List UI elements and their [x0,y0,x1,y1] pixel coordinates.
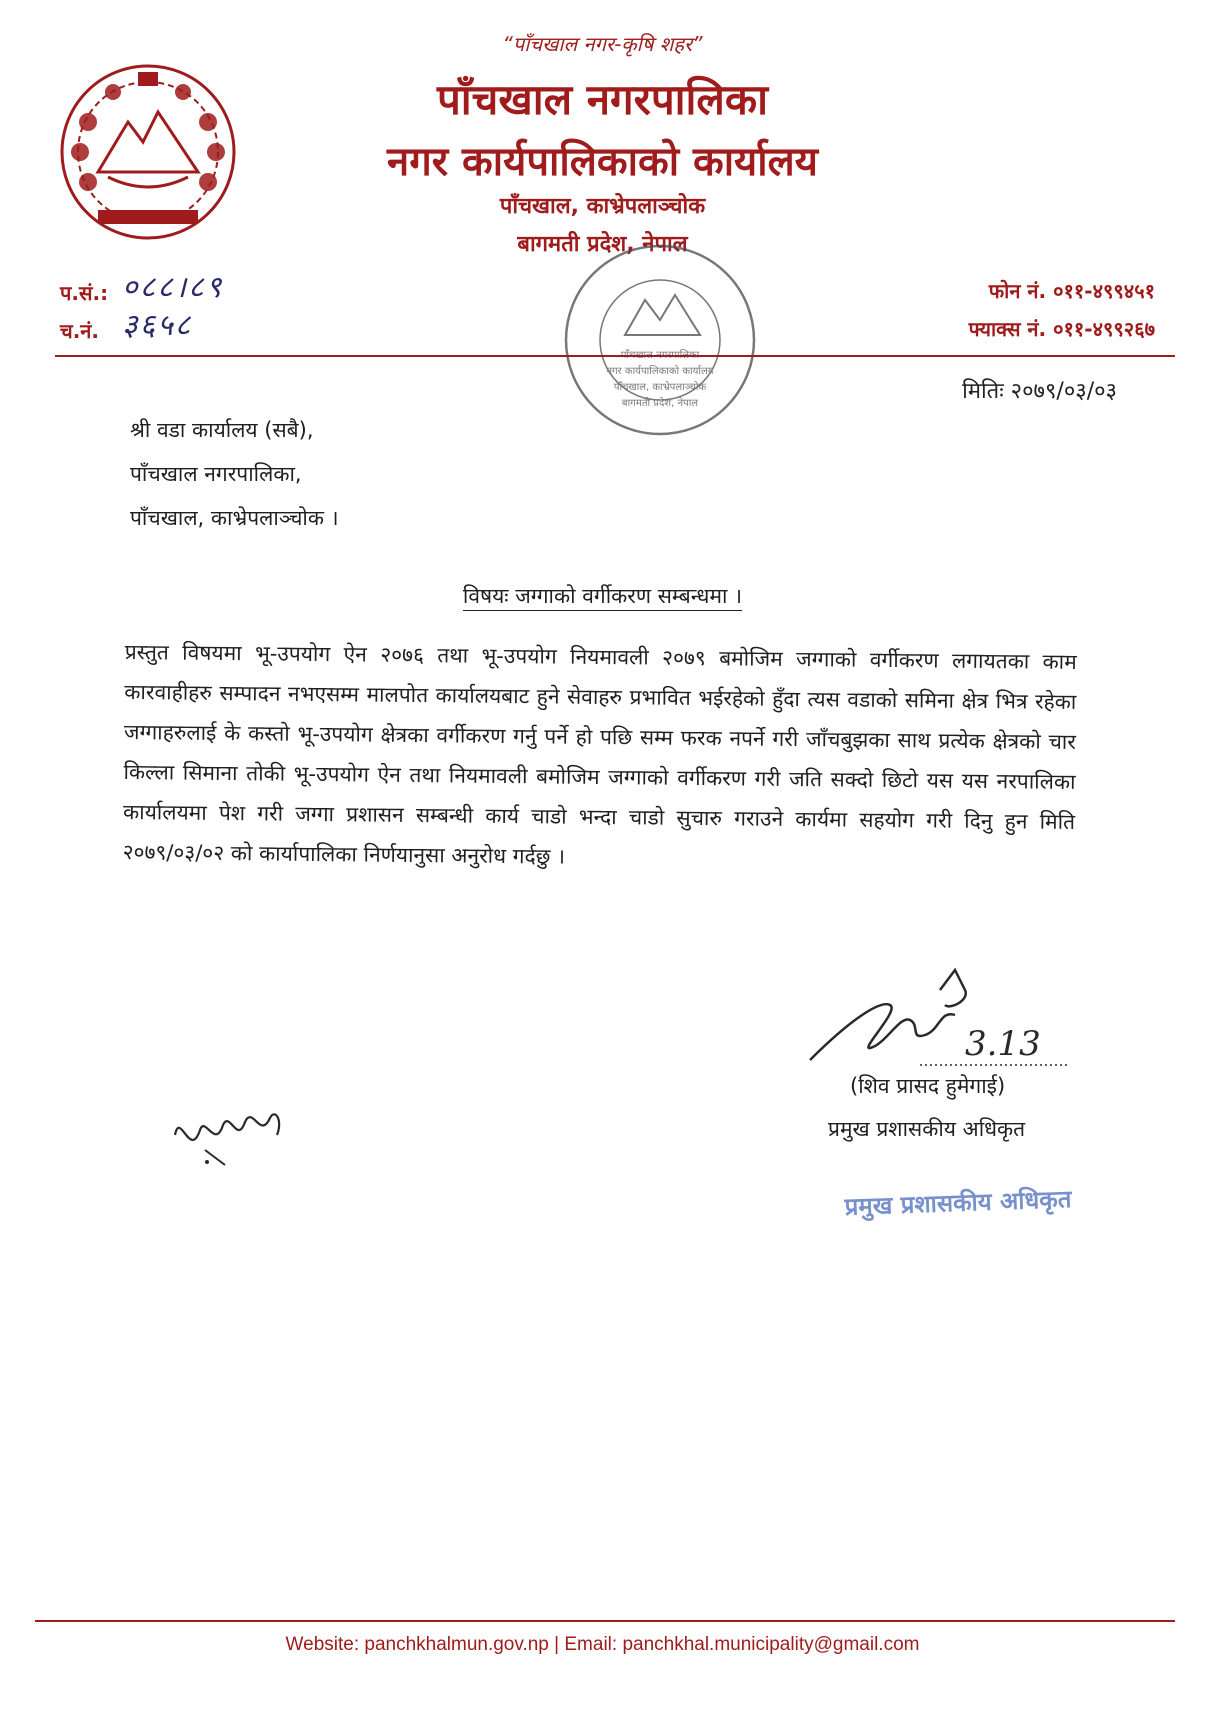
office-name: नगर कार्यपालिकाको कार्यालय [387,139,818,185]
cn-value: ३६५८ [122,308,193,343]
stamp-line-2: नगर कार्यपालिकाको कार्यालय [606,366,714,377]
address-line-1: पाँचखाल, काभ्रेपलाञ्चोक [499,194,706,219]
address-line-2: बागमती प्रदेश, नेपाल [517,232,688,257]
header-divider [55,355,1175,357]
phone-number: फोन नं. ०११-४९९४५१ [988,279,1155,303]
subject-line [0,582,1205,610]
signer-title: प्रमुख प्रशासकीय अधिकृत [828,1117,1026,1141]
ps-value: ०८८।८९ [122,270,224,305]
subject-text: विषयः जग्गाको वर्गीकरण सम्बन्धमा । [463,584,742,611]
reference-block [60,268,223,344]
initials-icon [165,1090,290,1170]
slogan: “पाँचखाल नगर-कृषि शहर” [502,32,703,56]
signer-name: (शिव प्रासद हुमेगाई) [850,1074,1006,1098]
cn-label: च.नं. [60,319,99,343]
fax-number: फ्याक्स नं. ०११-४९९२६७ [968,317,1155,341]
footer-divider [35,1620,1175,1622]
organization-name: पाँचखाल नगरपालिका [436,75,769,124]
stamp-line-3: पाँचखाल, काभ्रेपलाञ्चोक [613,382,707,393]
letter-date: मितिः २०७९/०३/०३ [962,379,1117,404]
signature-icon [790,960,1080,1070]
letter-body: प्रस्तुत विषयमा भू-उपयोग ऐन २०७६ तथा भू-उपयोग नियमावली २०७९ बमोजिम जग्गाको वर्गीकरण लगायतका काम कारवाहीहरु सम्पादन नभएसम्म मालपोत कार्यालयबाट हुने सेवाहरु प्रभावित भईरहेको हुँदा त्यस वडाको समिना क्षेत्र भित्र रहेका जग्गाहरुलाई के कस्तो भू-उपयोग क्षेत्रका वर्गीकरण गर्नु पर्ने हो पछि सम्म फरक नपर्ने गरी जाँचबुझका साथ प्रत्येक क्षेत्रको चार किल्ला सिमाना तोकी भू-उपयोग ऐन तथा नियमावली बमोजिम जग्गाको वर्गीकरण गरी जति सक्दो छिटो यस यस नरपालिका कार्यालयमा पेश गरी जग्गा प्रशासन सम्बन्धी कार्य चाडो भन्दा चाडो सुचारु गराउने कार्यमा सहयोग गरी दिनु हुन मिति २०७९/०३/०२ को कार्यापालिका निर्णयानुसा अनुरोध गर्दछु । [122,639,1077,869]
addressee-block [130,408,339,540]
addressee-line-2: पाँचखाल नगरपालिका, [130,462,302,486]
signature-date-scrawl: 3.13 [965,1024,1041,1064]
office-round-stamp-icon [560,240,760,440]
ps-row [60,268,223,306]
stamp-line-4: बागमती प्रदेश, नेपाल [621,398,699,409]
addressee-line-1: श्री वडा कार्यालय (सबै), [130,418,314,442]
addressee-line-3: पाँचखाल, काभ्रेपलाञ्चोक । [130,506,339,530]
designation-stamp: प्रमुख प्रशासकीय अधिकृत [844,1184,1072,1221]
footer-contact: Website: panchkhalmun.gov.np | Email: panchkhal.municipality@gmail.com [285,1634,920,1655]
ps-label: प.सं.: [60,281,109,305]
contact-block [969,272,1155,348]
cn-row [60,306,223,344]
